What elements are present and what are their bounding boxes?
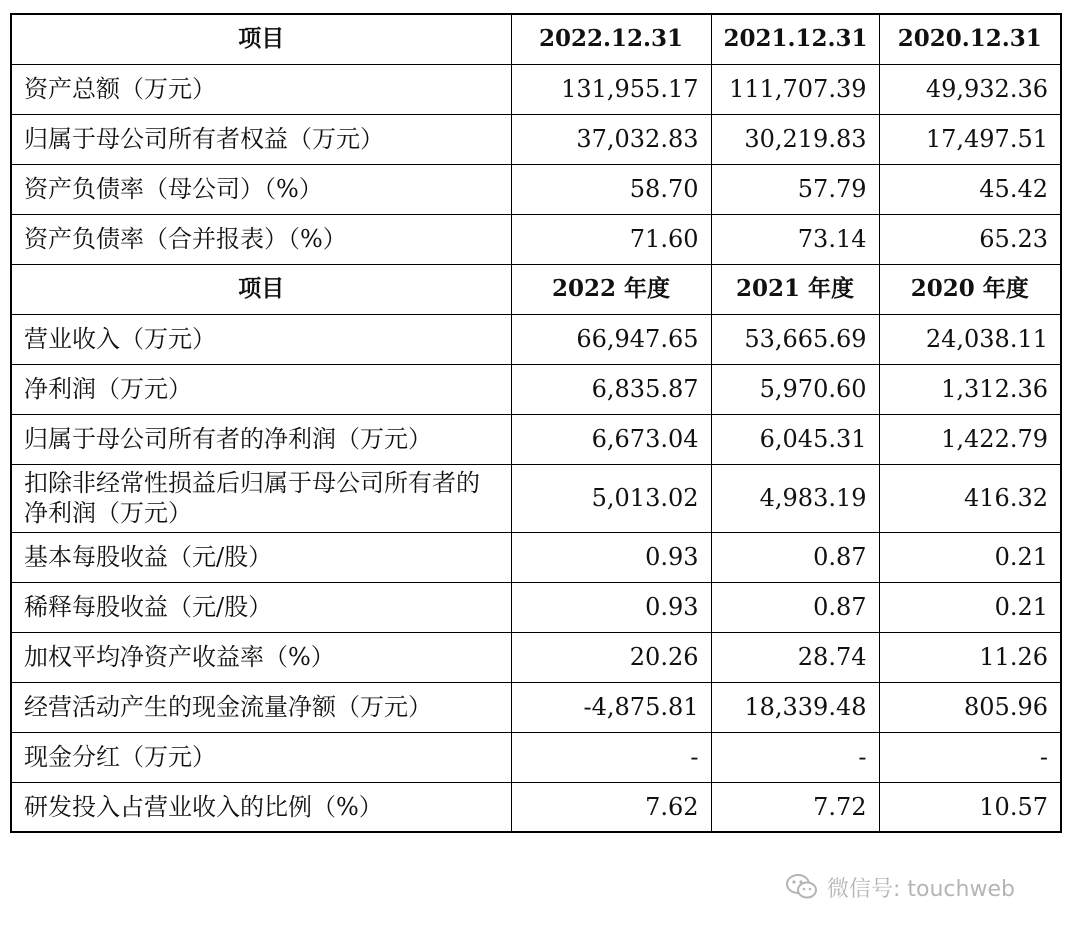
value-2020: 805.96 xyxy=(879,682,1061,732)
value-2022: 7.62 xyxy=(511,782,711,832)
value-2021: 53,665.69 xyxy=(711,314,879,364)
table-row xyxy=(11,464,1061,532)
watermark-text: 微信号: touchweb xyxy=(827,876,1015,902)
wechat-icon xyxy=(785,872,819,902)
value-2020: 45.42 xyxy=(879,164,1061,214)
row-label: 资产负债率（母公司）（%） xyxy=(11,164,511,214)
header-year-2022: 2022 年度 xyxy=(511,264,711,314)
header-year-2021: 2021.12.31 xyxy=(711,14,879,64)
financial-table xyxy=(10,13,1062,833)
balance-header-row xyxy=(11,14,1061,64)
value-2021: 18,339.48 xyxy=(711,682,879,732)
value-2021: 30,219.83 xyxy=(711,114,879,164)
value-2022: 6,835.87 xyxy=(511,364,711,414)
table-row xyxy=(11,782,1061,832)
value-2021: 4,983.19 xyxy=(711,464,879,532)
table-row xyxy=(11,364,1061,414)
table-row xyxy=(11,532,1061,582)
value-2020: 416.32 xyxy=(879,464,1061,532)
table-row xyxy=(11,732,1061,782)
header-year-2020: 2020 年度 xyxy=(879,264,1061,314)
table-row xyxy=(11,64,1061,114)
header-item: 项目 xyxy=(11,14,511,64)
value-2021: 0.87 xyxy=(711,582,879,632)
value-2022: 0.93 xyxy=(511,532,711,582)
value-2021: - xyxy=(711,732,879,782)
header-year-2021: 2021 年度 xyxy=(711,264,879,314)
value-2020: 1,312.36 xyxy=(879,364,1061,414)
value-2022: 0.93 xyxy=(511,582,711,632)
value-2021: 111,707.39 xyxy=(711,64,879,114)
value-2020: 0.21 xyxy=(879,532,1061,582)
value-2022: 58.70 xyxy=(511,164,711,214)
row-label: 经营活动产生的现金流量净额（万元） xyxy=(11,682,511,732)
table-row xyxy=(11,114,1061,164)
value-2022: -4,875.81 xyxy=(511,682,711,732)
table-row xyxy=(11,632,1061,682)
value-2022: 5,013.02 xyxy=(511,464,711,532)
header-year-2022: 2022.12.31 xyxy=(511,14,711,64)
header-item: 项目 xyxy=(11,264,511,314)
table-row xyxy=(11,164,1061,214)
row-label: 营业收入（万元） xyxy=(11,314,511,364)
value-2022: 6,673.04 xyxy=(511,414,711,464)
row-label: 资产负债率（合并报表）（%） xyxy=(11,214,511,264)
value-2020: 49,932.36 xyxy=(879,64,1061,114)
value-2020: 10.57 xyxy=(879,782,1061,832)
table-row xyxy=(11,314,1061,364)
value-2020: 1,422.79 xyxy=(879,414,1061,464)
value-2020: 0.21 xyxy=(879,582,1061,632)
row-label: 基本每股收益（元/股） xyxy=(11,532,511,582)
value-2020: 17,497.51 xyxy=(879,114,1061,164)
value-2022: - xyxy=(511,732,711,782)
row-label: 扣除非经常性损益后归属于母公司所有者的净利润（万元） xyxy=(11,464,511,532)
row-label: 归属于母公司所有者权益（万元） xyxy=(11,114,511,164)
value-2021: 73.14 xyxy=(711,214,879,264)
value-2022: 20.26 xyxy=(511,632,711,682)
row-label: 研发投入占营业收入的比例（%） xyxy=(11,782,511,832)
value-2021: 57.79 xyxy=(711,164,879,214)
row-label: 资产总额（万元） xyxy=(11,64,511,114)
income-header-row xyxy=(11,264,1061,314)
value-2020: 11.26 xyxy=(879,632,1061,682)
table-row xyxy=(11,214,1061,264)
value-2022: 131,955.17 xyxy=(511,64,711,114)
value-2022: 66,947.65 xyxy=(511,314,711,364)
row-label: 稀释每股收益（元/股） xyxy=(11,582,511,632)
value-2022: 37,032.83 xyxy=(511,114,711,164)
row-label: 加权平均净资产收益率（%） xyxy=(11,632,511,682)
table-row xyxy=(11,582,1061,632)
watermark xyxy=(785,870,1015,904)
row-label: 现金分红（万元） xyxy=(11,732,511,782)
value-2021: 7.72 xyxy=(711,782,879,832)
table-row xyxy=(11,682,1061,732)
value-2021: 6,045.31 xyxy=(711,414,879,464)
header-year-2020: 2020.12.31 xyxy=(879,14,1061,64)
row-label: 净利润（万元） xyxy=(11,364,511,414)
value-2020: 24,038.11 xyxy=(879,314,1061,364)
row-label: 归属于母公司所有者的净利润（万元） xyxy=(11,414,511,464)
table-row xyxy=(11,414,1061,464)
value-2020: - xyxy=(879,732,1061,782)
value-2021: 5,970.60 xyxy=(711,364,879,414)
value-2022: 71.60 xyxy=(511,214,711,264)
value-2020: 65.23 xyxy=(879,214,1061,264)
value-2021: 0.87 xyxy=(711,532,879,582)
value-2021: 28.74 xyxy=(711,632,879,682)
